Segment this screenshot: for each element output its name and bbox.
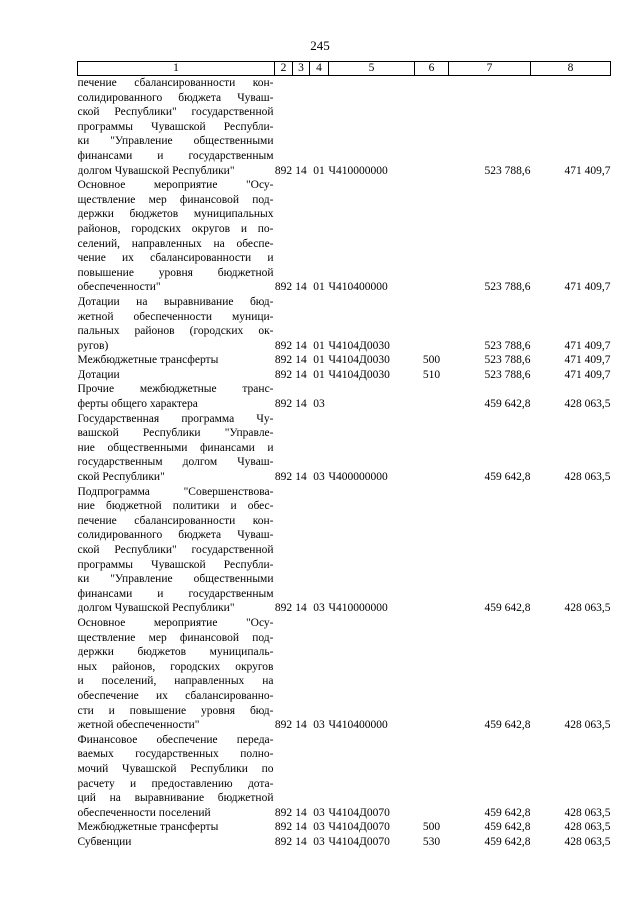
col-subsection: 01 <box>313 281 325 294</box>
row-name-line: расчету и предоставлению дота- <box>77 777 274 790</box>
col-amount-2: 471 409,7 <box>564 281 611 294</box>
header-col-8: 8 <box>531 62 611 76</box>
row-name <box>78 820 275 835</box>
col-section: 14 <box>295 821 307 834</box>
col-amount-1: 459 642,8 <box>484 821 531 834</box>
col-amount-1: 523 788,6 <box>484 281 531 294</box>
col-ministry: 892 <box>274 471 293 484</box>
col-expense-type <box>415 295 449 353</box>
header-col-5: 5 <box>329 62 415 76</box>
row-name-line: финансами и государственным <box>77 149 274 162</box>
row-name-line: мочий Чувашской Республики по <box>77 762 274 775</box>
header-col-6: 6 <box>415 62 449 76</box>
row-name <box>78 616 275 733</box>
row-name-line: ферты общего характера <box>77 398 198 411</box>
col-amount-1: 523 788,6 <box>484 368 531 381</box>
row-name-line: Основное мероприятие "Осу- <box>77 179 274 192</box>
table-row <box>78 733 611 821</box>
col-subsection: 03 <box>313 835 325 848</box>
col-expense-type: 510 <box>422 368 441 381</box>
col-ministry: 892 <box>274 835 293 848</box>
col-subsection: 03 <box>313 471 325 484</box>
table-row <box>78 353 611 368</box>
col-ministry: 892 <box>274 821 293 834</box>
col-subsection: 03 <box>313 821 325 834</box>
col-ministry: 892 <box>274 354 293 367</box>
header-row <box>78 62 611 76</box>
col-target-article: Ч410400000 <box>328 281 388 294</box>
col-section: 14 <box>295 354 307 367</box>
row-name-line: жетной обеспеченности муници- <box>77 310 274 323</box>
col-section: 14 <box>295 835 307 848</box>
row-name-line: ние бюджетной политики и обес- <box>77 500 274 513</box>
row-name-line: финансами и государственным <box>77 587 274 600</box>
col-subsection: 03 <box>313 602 325 615</box>
col-amount-1: 523 788,6 <box>484 354 531 367</box>
row-name-line: долгом Чувашской Республики" <box>77 602 235 615</box>
row-name-line: обеспеченности поселений <box>77 806 211 819</box>
row-name <box>78 382 275 411</box>
col-target-article: Ч4104Д0030 <box>328 339 390 352</box>
col-section: 14 <box>295 164 307 177</box>
row-name-line: Дотации на выравнивание бюд- <box>77 295 274 308</box>
row-name-line: ществление мер финансовой под- <box>77 631 274 644</box>
col-amount-1: 459 642,8 <box>484 835 531 848</box>
col-target-article: Ч410000000 <box>328 602 388 615</box>
header-col-7: 7 <box>449 62 531 76</box>
col-subsection: 03 <box>313 806 325 819</box>
col-subsection: 01 <box>313 339 325 352</box>
col-ministry: 892 <box>274 398 293 411</box>
col-expense-type <box>415 485 449 616</box>
table-row <box>78 616 611 733</box>
table-row <box>78 76 611 179</box>
row-name-line: Государственная программа Чу- <box>77 412 274 425</box>
col-expense-type: 500 <box>422 821 441 834</box>
col-ministry: 892 <box>274 806 293 819</box>
row-name-line: программы Чувашской Республи- <box>77 120 274 133</box>
col-target-article: Ч4104Д0030 <box>328 368 390 381</box>
col-target-article <box>329 382 415 411</box>
col-section: 14 <box>295 339 307 352</box>
row-name-line: Подпрограмма "Совершенствова- <box>77 485 274 498</box>
row-name <box>78 76 275 179</box>
col-section: 14 <box>295 806 307 819</box>
row-name-line: Прочие межбюджетные транс- <box>77 383 274 396</box>
header-col-3: 3 <box>293 62 310 76</box>
col-subsection: 01 <box>313 164 325 177</box>
row-name-line: ществление мер финансовой под- <box>77 193 274 206</box>
col-amount-2: 428 063,5 <box>564 398 611 411</box>
col-expense-type <box>415 733 449 821</box>
col-amount-2: 428 063,5 <box>564 602 611 615</box>
col-expense-type <box>415 412 449 485</box>
row-name-line: ных районов, городских округов <box>77 660 274 673</box>
col-amount-2: 428 063,5 <box>564 806 611 819</box>
table-row <box>78 382 611 411</box>
row-name-line: солидированного бюджета Чуваш- <box>77 529 274 542</box>
budget-table <box>77 61 611 849</box>
row-name-line: ние общественными финансами и <box>77 441 274 454</box>
page-number: 245 <box>310 38 330 53</box>
table-body <box>78 76 611 850</box>
row-name-line: печение сбалансированности кон- <box>77 77 274 89</box>
header-col-1: 1 <box>78 62 275 76</box>
row-name <box>78 485 275 616</box>
col-ministry: 892 <box>274 719 293 732</box>
row-name-line: районов, городских округов и по- <box>77 222 274 235</box>
col-section: 14 <box>295 471 307 484</box>
col-target-article: Ч4104Д0030 <box>328 354 390 367</box>
table-row <box>78 820 611 835</box>
col-target-article: Ч4104Д0070 <box>328 835 390 848</box>
col-subsection: 03 <box>313 719 325 732</box>
row-name-line: чение их сбалансированности и <box>77 252 274 265</box>
col-amount-1: 459 642,8 <box>484 471 531 484</box>
row-name-line: ругов) <box>77 339 109 352</box>
row-name-line: Межбюджетные трансферты <box>77 821 219 834</box>
col-ministry: 892 <box>274 602 293 615</box>
row-name-line: солидированного бюджета Чуваш- <box>77 91 274 104</box>
col-amount-2: 428 063,5 <box>564 471 611 484</box>
row-name <box>78 295 275 353</box>
row-name-line: ций на выравнивание бюджетной <box>77 792 274 805</box>
row-name-line: обеспечение их сбалансированно- <box>77 689 274 702</box>
row-name-line: держки бюджетов муниципаль- <box>77 646 274 659</box>
col-ministry: 892 <box>274 339 293 352</box>
row-name-line: ской Республики" государственной <box>77 544 274 556</box>
table-row <box>78 368 611 383</box>
col-ministry: 892 <box>274 281 293 294</box>
row-name-line: Основное мероприятие "Осу- <box>77 616 274 629</box>
col-amount-2: 471 409,7 <box>564 164 611 177</box>
col-target-article: Ч4104Д0070 <box>328 806 390 819</box>
row-name <box>78 368 275 383</box>
row-name-line: держки бюджетов муниципальных <box>77 208 274 221</box>
col-amount-1: 523 788,6 <box>484 164 531 177</box>
row-name-line: Субвенции <box>77 835 132 848</box>
col-amount-2: 428 063,5 <box>564 835 611 848</box>
row-name-line: долгом Чувашской Республики" <box>77 164 235 177</box>
col-ministry: 892 <box>274 368 293 381</box>
table-row <box>78 178 611 295</box>
row-name-line: программы Чувашской Республи- <box>77 558 274 571</box>
row-name-line: ской Республики" <box>77 471 165 484</box>
row-name <box>78 353 275 368</box>
col-amount-1: 459 642,8 <box>484 602 531 615</box>
row-name-line: вашской Республики "Управле- <box>77 427 274 440</box>
table-row <box>78 412 611 485</box>
col-amount-2: 471 409,7 <box>564 354 611 367</box>
row-name-line: Финансовое обеспечение переда- <box>77 733 274 746</box>
row-name-line: ки "Управление общественными <box>77 135 274 148</box>
col-subsection: 03 <box>313 398 325 411</box>
col-amount-2: 428 063,5 <box>564 821 611 834</box>
col-expense-type <box>415 178 449 295</box>
row-name-line: жетной обеспеченности" <box>77 719 200 732</box>
table-row <box>78 295 611 353</box>
row-name <box>78 178 275 295</box>
table-header <box>78 62 611 76</box>
col-target-article: Ч410400000 <box>328 719 388 732</box>
row-name <box>78 835 275 850</box>
col-target-article: Ч4104Д0070 <box>328 821 390 834</box>
row-name-line: печение сбалансированности кон- <box>77 514 274 527</box>
col-expense-type <box>415 382 449 411</box>
col-expense-type: 500 <box>422 354 441 367</box>
row-name <box>78 733 275 821</box>
col-subsection: 01 <box>313 368 325 381</box>
col-section: 14 <box>295 368 307 381</box>
row-name-line: ваемых государственных полно- <box>77 748 274 761</box>
row-name-line: государственным долгом Чуваш- <box>77 456 274 469</box>
col-amount-1: 459 642,8 <box>484 806 531 819</box>
header-col-2: 2 <box>275 62 293 76</box>
col-ministry: 892 <box>274 164 293 177</box>
col-section: 14 <box>295 281 307 294</box>
row-name-line: ской Республики" государственной <box>77 106 274 119</box>
row-name-line: повышение уровня бюджетной <box>77 266 274 279</box>
row-name-line: ки "Управление общественными <box>77 573 274 586</box>
row-name-line: сти и повышение уровня бюд- <box>77 704 274 717</box>
col-target-article: Ч400000000 <box>328 471 388 484</box>
col-section: 14 <box>295 398 307 411</box>
row-name-line: Межбюджетные трансферты <box>77 354 219 367</box>
row-name-line: селений, направленных на обеспе- <box>77 237 274 250</box>
col-amount-1: 459 642,8 <box>484 398 531 411</box>
col-section: 14 <box>295 719 307 732</box>
col-expense-type <box>415 76 449 179</box>
col-amount-2: 471 409,7 <box>564 339 611 352</box>
col-amount-1: 459 642,8 <box>484 719 531 732</box>
col-amount-2: 471 409,7 <box>564 368 611 381</box>
table-row <box>78 485 611 616</box>
col-expense-type: 530 <box>422 835 441 848</box>
row-name-line: Дотации <box>77 368 120 381</box>
row-name-line: пальных районов (городских ок- <box>77 325 274 338</box>
col-amount-2: 428 063,5 <box>564 719 611 732</box>
col-subsection: 01 <box>313 354 325 367</box>
row-name <box>78 412 275 485</box>
table-row <box>78 835 611 850</box>
col-expense-type <box>415 616 449 733</box>
header-col-4: 4 <box>310 62 329 76</box>
row-name-line: и поселений, направленных на <box>77 675 274 688</box>
col-amount-1: 523 788,6 <box>484 339 531 352</box>
col-target-article: Ч410000000 <box>328 164 388 177</box>
row-name-line: обеспеченности" <box>77 281 161 294</box>
col-section: 14 <box>295 602 307 615</box>
